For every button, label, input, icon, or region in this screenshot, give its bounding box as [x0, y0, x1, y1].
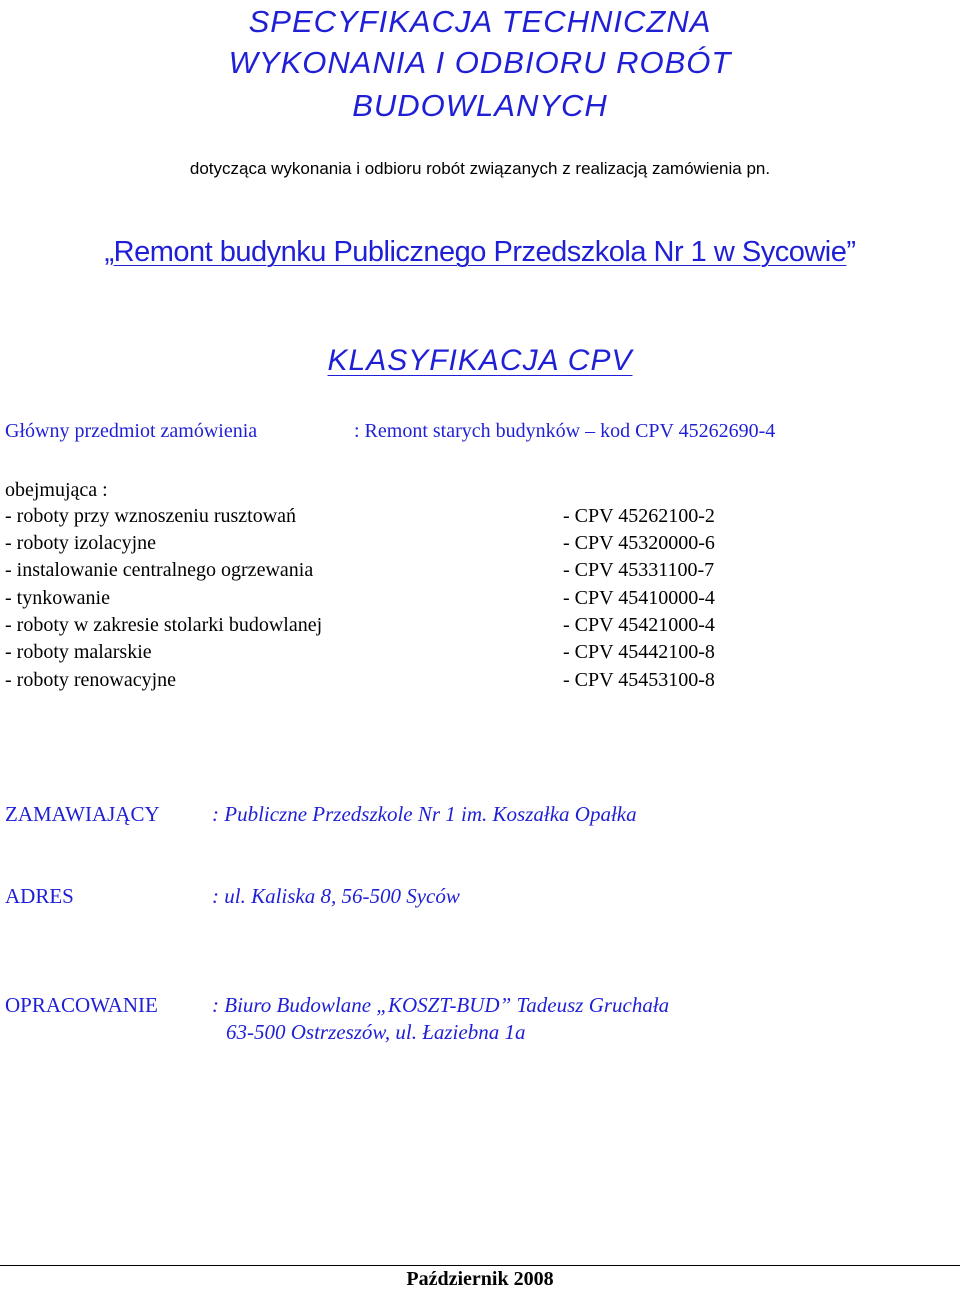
- cpv-item-name: - tynkowanie: [5, 587, 110, 609]
- cpv-item-code: - CPV 45442100-8: [563, 641, 715, 663]
- title-line-3: BUDOWLANYCH: [352, 88, 608, 123]
- address-value: : ul. Kaliska 8, 56-500 Syców: [212, 884, 460, 908]
- cpv-item-code: - CPV 45421000-4: [563, 614, 715, 636]
- cpv-item-name: - roboty w zakresie stolarki budowlanej: [5, 614, 323, 636]
- address-label: ADRES: [5, 884, 74, 908]
- cpv-item-name: - instalowanie centralnego ogrzewania: [5, 559, 314, 581]
- main-subject-value: : Remont starych budynków – kod CPV 45262690-4: [354, 420, 776, 442]
- main-subject-label: Główny przedmiot zamówienia: [5, 420, 258, 442]
- project-name: Remont budynku Publicznego Przedszkola Nr 1 w Sycowie: [113, 236, 847, 268]
- cpv-item-code: - CPV 45262100-2: [563, 505, 715, 527]
- cpv-heading-text: KLASYFIKACJA CPV: [327, 344, 633, 377]
- cpv-item-name: - roboty renowacyjne: [5, 669, 177, 691]
- project-title: [0, 236, 960, 269]
- author-label: OPRACOWANIE: [5, 993, 158, 1017]
- cpv-item-name: - roboty izolacyjne: [5, 532, 157, 554]
- cpv-item-code: - CPV 45331100-7: [563, 559, 715, 581]
- project-close-quote: ”: [846, 236, 856, 268]
- cpv-item-name: - roboty malarskie: [5, 641, 152, 663]
- cpv-item-name: - roboty przy wznoszeniu rusztowań: [5, 505, 297, 527]
- cpv-item-code: - CPV 45320000-6: [563, 532, 715, 554]
- cpv-heading: [0, 344, 960, 378]
- author-value-line-2: 63-500 Ostrzeszów, ul. Łaziebna 1a: [226, 1020, 526, 1044]
- client-value: : Publiczne Przedszkole Nr 1 im. Koszałka Opałka: [212, 802, 637, 826]
- client-label: ZAMAWIAJĄCY: [5, 802, 160, 826]
- cpv-item-code: - CPV 45410000-4: [563, 587, 715, 609]
- title-line-1: SPECYFIKACJA TECHNICZNA: [248, 4, 712, 39]
- footer-divider: [0, 1265, 960, 1266]
- author-value-line-1: : Biuro Budowlane „KOSZT-BUD” Tadeusz Gruchała: [212, 993, 670, 1017]
- project-open-quote: „: [104, 236, 114, 268]
- subtitle: dotycząca wykonania i odbioru robót związanych z realizacją zamówienia pn.: [189, 159, 771, 178]
- title-line-2: WYKONANIA I ODBIORU ROBÓT: [228, 45, 732, 80]
- cpv-item-code: - CPV 45453100-8: [563, 669, 715, 691]
- includes-label: obejmująca :: [5, 479, 108, 501]
- footer-date: Październik 2008: [406, 1268, 554, 1290]
